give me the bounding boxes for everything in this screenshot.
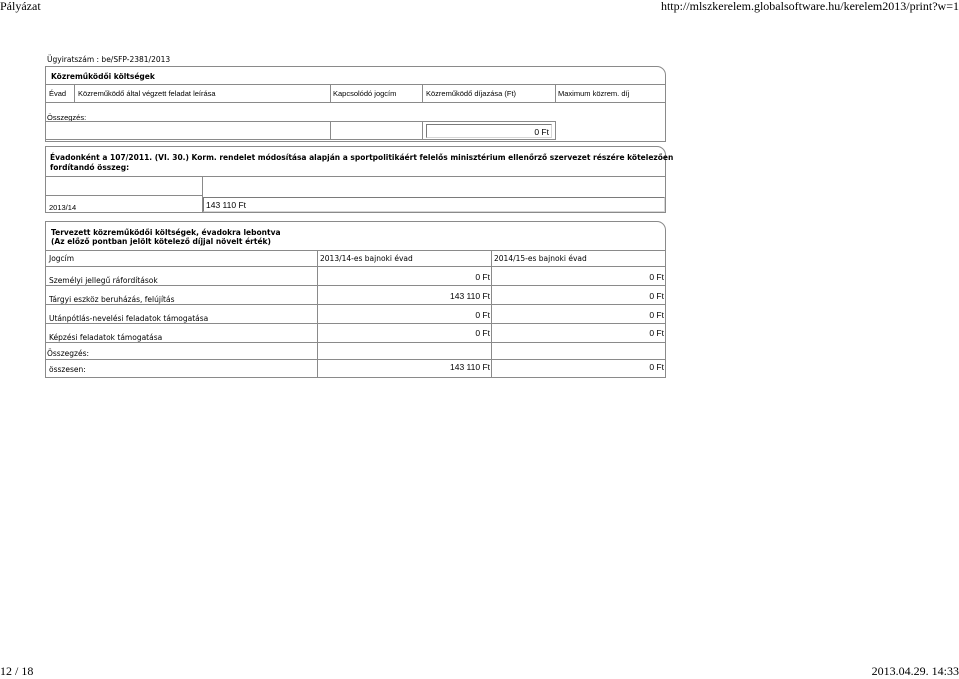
page-header-url: http://mlszkerelem.globalsoftware.hu/kerelem2013/print?w=1 xyxy=(660,0,959,13)
mandatory-amount-title-rest: rendelet módosítása alapján a sportpolitikáért felelős minisztérium ellenőrző szervezet részére kötelezően xyxy=(216,153,674,162)
planned-summary-label: Összegzés: xyxy=(47,349,90,358)
row-label-training: Képzési feladatok támogatása xyxy=(49,333,163,342)
print-datetime: 2013.04.29. 14:33 xyxy=(871,664,959,678)
row-label-fixed-assets: Tárgyi eszköz beruházás, felújítás xyxy=(49,295,175,304)
row-value-2013-14: 0 Ft xyxy=(475,310,490,320)
summary-fee-cell xyxy=(422,121,556,140)
total-value-2014-15: 0 Ft xyxy=(649,362,664,372)
divider xyxy=(45,342,666,343)
column-header-fee: Közreműködő díjazása (Ft) xyxy=(426,89,517,98)
divider xyxy=(45,285,666,286)
divider xyxy=(330,85,331,102)
column-header-season: Évad xyxy=(49,89,67,98)
summary-label: Összegzés: xyxy=(47,113,87,122)
row-value-2014-15: 0 Ft xyxy=(649,272,664,282)
divider xyxy=(422,85,423,102)
divider xyxy=(45,359,666,360)
row-label-personnel: Személyi jellegű ráfordítások xyxy=(49,276,158,285)
mandatory-amount-title-line2: fordítandó összeg: xyxy=(50,163,130,172)
divider xyxy=(555,85,556,102)
row-value-2013-14: 143 110 Ft xyxy=(449,291,490,301)
divider xyxy=(45,266,666,267)
column-header-task: Közreműködő által végzett feladat leírása xyxy=(78,89,216,98)
page-number: 12 / 18 xyxy=(0,664,34,678)
row-value-2013-14: 0 Ft xyxy=(475,272,490,282)
summary-cell xyxy=(330,121,423,140)
mandatory-amount-title-bold: Évadonként a 107/2011. (VI. 30.) Korm. xyxy=(50,153,217,162)
column-header-claim: Jogcím xyxy=(49,254,75,263)
divider xyxy=(45,195,202,196)
mandatory-amount-title xyxy=(50,153,673,162)
divider xyxy=(45,176,666,177)
season-label: 2013/14 xyxy=(49,203,77,212)
divider xyxy=(45,304,666,305)
divider xyxy=(45,323,666,324)
page-header-title: Pályázat xyxy=(0,0,41,13)
row-value-2014-15: 0 Ft xyxy=(649,310,664,320)
divider xyxy=(45,250,666,251)
summary-cell xyxy=(45,121,331,140)
mandatory-amount-field xyxy=(203,197,665,212)
row-label-youth: Utánpótlás-nevelési feladatok támogatása xyxy=(49,314,209,323)
row-value-2014-15: 0 Ft xyxy=(649,291,664,301)
mandatory-amount-value: 143 110 Ft xyxy=(206,200,247,210)
total-label: összesen: xyxy=(49,365,86,374)
column-header-claim: Kapcsolódó jogcím xyxy=(333,89,397,98)
divider xyxy=(45,84,666,85)
divider xyxy=(45,102,666,103)
planned-costs-subtitle: (Az előző pontban jelölt kötelező díjjal növelt érték) xyxy=(51,237,271,246)
total-value-2013-14: 143 110 Ft xyxy=(449,362,490,372)
row-value-2014-15: 0 Ft xyxy=(649,328,664,338)
column-header-season-2014-15: 2014/15-es bajnoki évad xyxy=(494,254,587,263)
contributor-costs-title: Közreműködői költségek xyxy=(51,72,155,81)
summary-fee-field xyxy=(426,124,552,138)
row-value-2013-14: 0 Ft xyxy=(475,328,490,338)
column-header-season-2013-14: 2013/14-es bajnoki évad xyxy=(320,254,413,263)
divider xyxy=(74,85,75,102)
planned-costs-title: Tervezett közreműködői költségek, évadokra lebontva xyxy=(51,228,281,237)
summary-fee-value: 0 Ft xyxy=(534,127,549,137)
column-header-max-fee: Maximum közrem. díj xyxy=(558,89,630,98)
reference-number: Ügyiratszám : be/SFP-2381/2013 xyxy=(47,55,171,64)
